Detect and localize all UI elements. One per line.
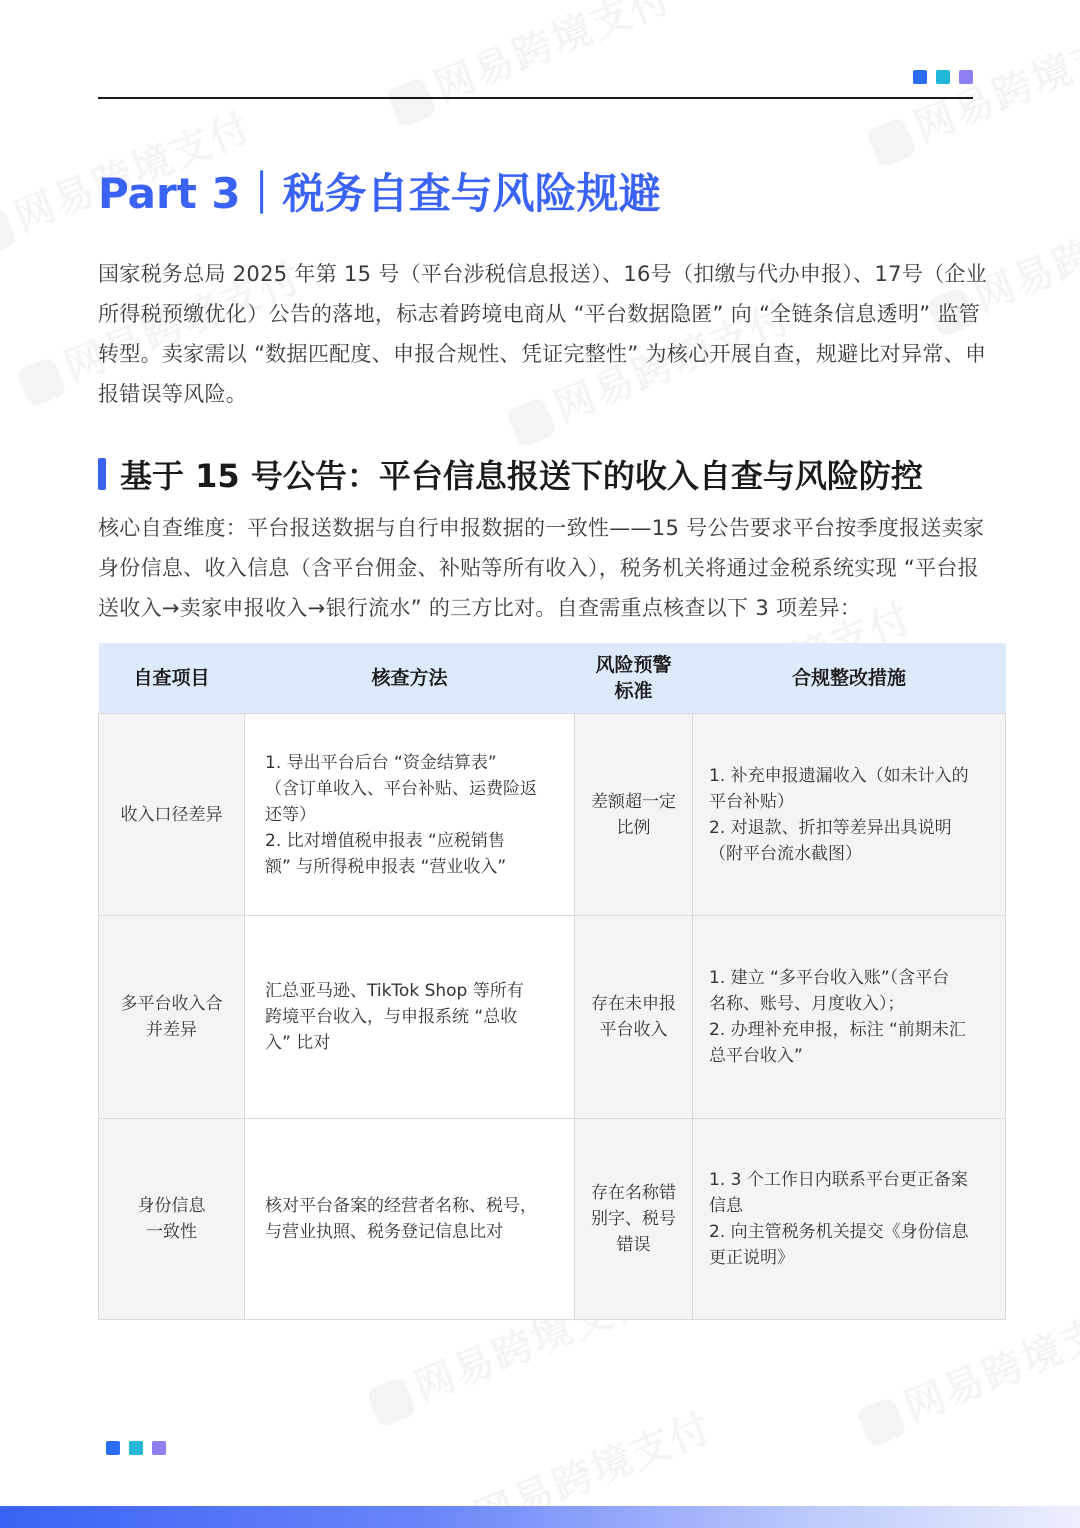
cell-item: 收入口径差异 — [99, 714, 245, 916]
table-row — [99, 714, 1006, 916]
cell-method: 核对平台备案的经营者名称、税号， 与营业执照、税务登记信息比对 — [245, 1119, 575, 1320]
cell-fix: 1. 补充申报遗漏收入（如未计入的 平台补贴） 2. 对退款、折扣等差异出具说明 （附平台流水截图） — [693, 714, 1006, 916]
cell-fix: 1. 建立 “多平台收入账”（含平台 名称、账号、月度收入）； 2. 办理补充申报，标注 “前期未汇 总平台收入” — [693, 916, 1006, 1119]
part-title: Part 3｜税务自查与风险规避 — [98, 169, 661, 218]
table-row — [99, 916, 1006, 1119]
cell-item: 身份信息 一致性 — [99, 1119, 245, 1320]
core-dimension-paragraph: 核心自查维度：平台报送数据与自行申报数据的一致性——15 号公告要求平台按季度报送卖家身份信息、收入信息（含平台佣金、补贴等所有收入），税务机关将通过金税系统实现 “平台报送收入→卖家申报收入→银行流水” 的三方比对。自查需重点核查以下 3 项差异： — [98, 516, 985, 620]
cell-method: 1. 导出平台后台 “资金结算表” （含订单收入、平台补贴、运费险返 还等） 2. 比对增值税申报表 “应税销售 额” 与所得税申报表 “营业收入” — [245, 714, 575, 916]
table-header-row — [99, 643, 1006, 714]
cell-standard: 存在未申报 平台收入 — [575, 916, 693, 1119]
cell-item: 多平台收入合 并差异 — [99, 916, 245, 1119]
decoration-square-cyan — [936, 70, 950, 84]
section-heading — [98, 452, 998, 496]
cell-standard: 差额超一定 比例 — [575, 714, 693, 916]
watermark — [380, 0, 680, 131]
header-fix: 合规整改措施 — [693, 643, 1006, 714]
cell-fix: 1. 3 个工作日内联系平台更正备案 信息 2. 向主管税务机关提交《身份信息 更正说明》 — [693, 1119, 1006, 1320]
watermark — [860, 6, 1080, 171]
decoration-square-purple — [959, 70, 973, 84]
header-item: 自查项目 — [99, 643, 245, 714]
bottom-decoration-dots — [106, 1441, 166, 1455]
section-title: 基于 15 号公告：平台信息报送下的收入自查与风险防控 — [120, 457, 923, 495]
header-divider — [98, 97, 973, 99]
decoration-square-purple — [152, 1441, 166, 1455]
decoration-square-blue — [913, 70, 927, 84]
footer-gradient-bar — [0, 1506, 1080, 1528]
section-marker-bar — [98, 458, 106, 490]
cell-standard: 存在名称错 别字、税号 错误 — [575, 1119, 693, 1320]
decoration-square-blue — [106, 1441, 120, 1455]
cell-method: 汇总亚马逊、TikTok Shop 等所有 跨境平台收入，与申报系统 “总收 入” 比对 — [245, 916, 575, 1119]
header-standard: 风险预警 标准 — [575, 643, 693, 714]
header-method: 核查方法 — [245, 643, 575, 714]
table-row — [99, 1119, 1006, 1320]
intro-paragraph: 国家税务总局 2025 年第 15 号（平台涉税信息报送）、16号（扣缴与代办申报）、17号（企业所得税预缴优化）公告的落地，标志着跨境电商从 “平台数据隐匿” 向 “全链条信息透明” 监管转型。卖家需以 “数据匹配度、申报合规性、凭证完整性” 为核心开展自查，规避比对异常、申报错误等风险。 — [98, 262, 988, 406]
decoration-square-cyan — [129, 1441, 143, 1455]
top-decoration-dots — [913, 70, 973, 84]
self-audit-table — [98, 643, 1006, 1320]
